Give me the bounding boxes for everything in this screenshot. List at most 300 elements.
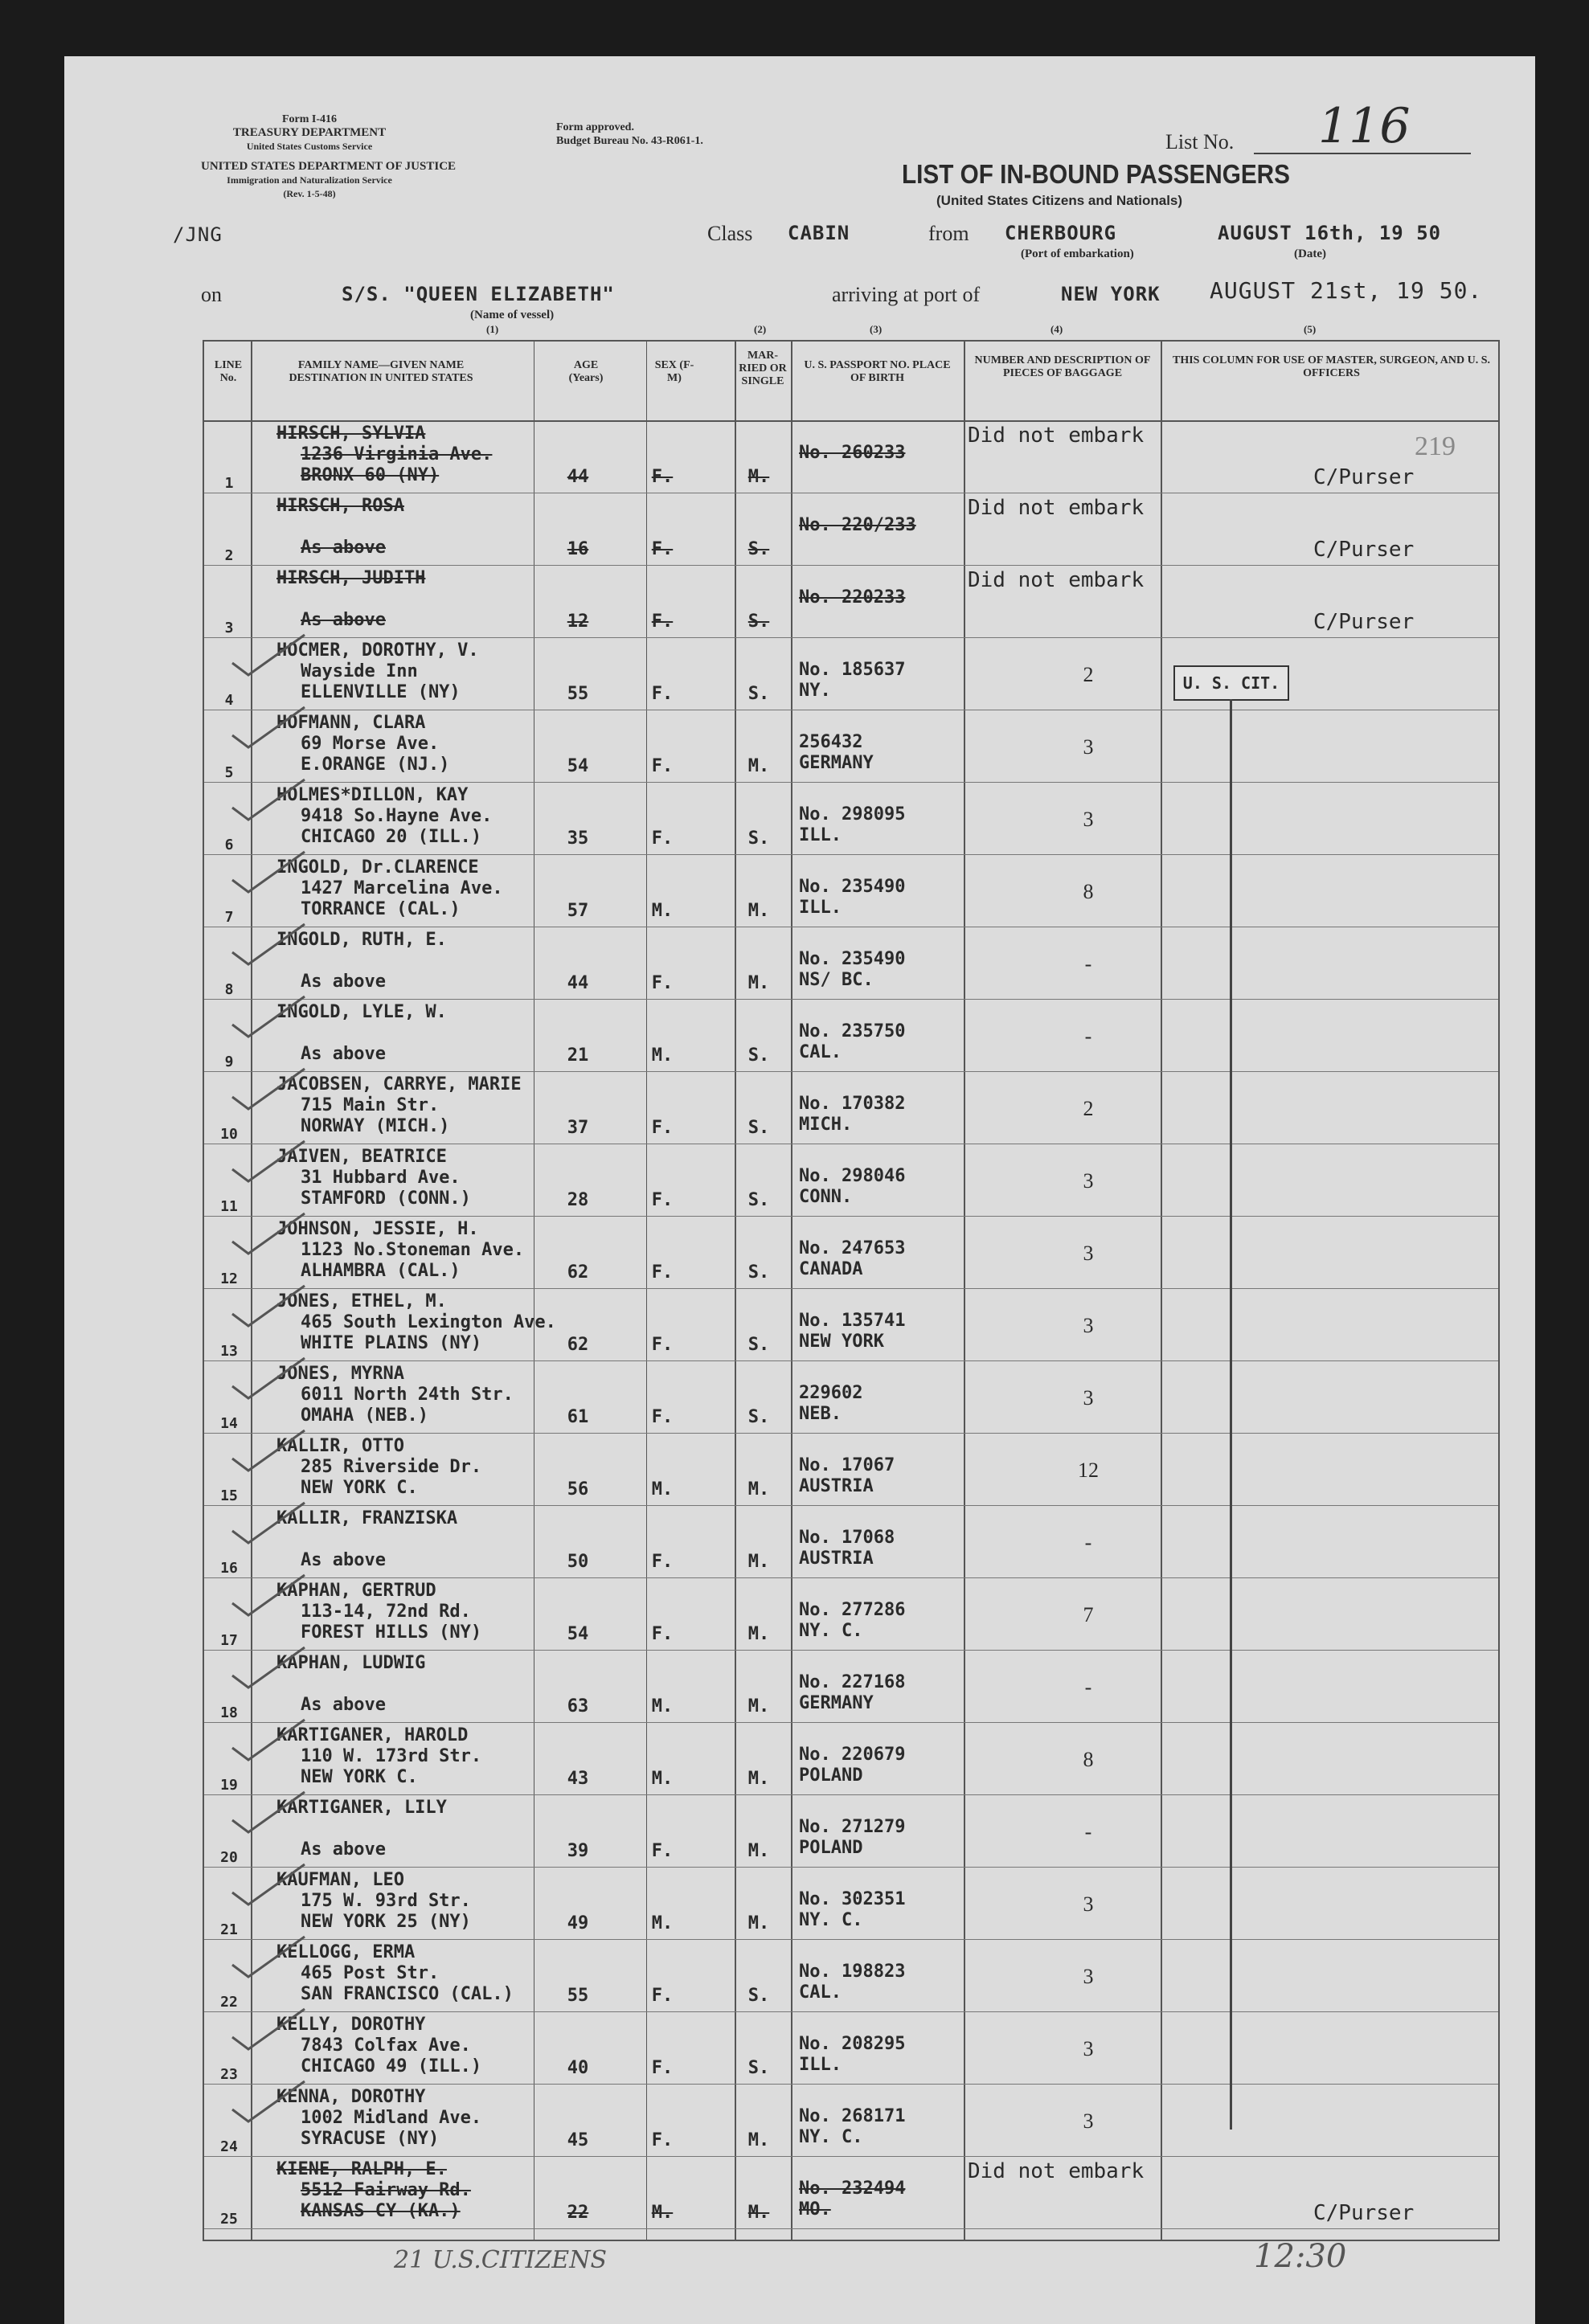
passenger-name: KARTIGANER, LILY — [276, 1798, 447, 1818]
row-rule — [204, 2228, 1498, 2229]
passport-and-birthplace — [799, 1383, 862, 1425]
city: SAN FRANCISCO (CAL.) — [301, 1984, 514, 2004]
row-rule — [204, 1577, 1498, 1578]
table-row — [204, 1145, 1498, 1217]
check-mark-icon — [228, 1499, 309, 1547]
passenger-name: HOFMANN, CLARA — [276, 713, 426, 733]
passport-and-birthplace — [799, 1745, 905, 1786]
passenger-name: INGOLD, LYLE, W. — [276, 1002, 447, 1022]
place-of-birth: NY. C. — [799, 2127, 863, 2147]
row-rule — [204, 854, 1498, 855]
row-rule — [204, 1288, 1498, 1289]
form-header-left — [201, 113, 457, 201]
passenger-name: JACOBSEN, CARRYE, MARIE — [276, 1074, 522, 1094]
check-mark-icon — [228, 1860, 309, 1909]
table-row — [204, 711, 1498, 784]
footer-time: 12:30 — [1254, 2238, 1347, 2275]
passport-number: No. 235490 — [799, 877, 906, 897]
baggage-count: 2 — [1083, 1097, 1094, 1120]
passport-number: 256432 — [799, 732, 863, 752]
city: SYRACUSE (NY) — [301, 2129, 440, 2149]
row-rule — [204, 1867, 1498, 1868]
passport-and-birthplace — [799, 515, 916, 536]
check-mark-icon — [228, 1209, 309, 1258]
marital-status: M. — [747, 1769, 770, 1789]
sex: M. — [651, 1769, 674, 1789]
place-of-birth: ILL. — [799, 825, 842, 845]
line-number: 4 — [224, 692, 234, 709]
street-address: 6011 North 24th Str. — [301, 1385, 514, 1405]
passport-number: No. 271279 — [799, 1817, 906, 1837]
check-mark-icon — [228, 1933, 309, 1981]
city: As above — [301, 1839, 386, 1860]
city: As above — [301, 538, 386, 558]
marital-status: M. — [747, 973, 770, 993]
baggage-count: 3 — [1083, 1386, 1094, 1410]
row-rule — [204, 1071, 1498, 1072]
did-not-embark-note: Did not embark — [968, 568, 1145, 592]
baggage-count: 8 — [1083, 1748, 1094, 1771]
marital-status: S. — [747, 1335, 770, 1355]
passenger-name: KELLY, DOROTHY — [276, 2015, 426, 2035]
hdr-line: LINE No. — [214, 359, 243, 384]
passenger-name-destination — [276, 1074, 522, 1137]
table-row — [204, 1362, 1498, 1434]
age: 56 — [567, 1479, 589, 1500]
street-address: 465 Post Str. — [301, 1963, 440, 1983]
did-not-embark-note: Did not embark — [968, 496, 1145, 520]
city: OMAHA (NEB.) — [301, 1405, 428, 1426]
col-num-3: (3) — [870, 323, 883, 335]
table-row — [204, 1724, 1498, 1796]
table-row — [204, 1290, 1498, 1362]
passenger-name: JONES, MYRNA — [276, 1364, 404, 1384]
baggage-count: - — [1084, 1025, 1092, 1048]
line-number: 9 — [224, 1054, 234, 1070]
age: 45 — [567, 2130, 589, 2150]
passport-number: No. 232494 — [799, 2179, 906, 2199]
sex: M. — [651, 1479, 674, 1500]
page-stamp-219: 219 — [1415, 432, 1456, 461]
check-mark-icon — [228, 1354, 309, 1402]
age: 16 — [567, 539, 589, 559]
sex: M. — [651, 1913, 674, 1933]
customs-service: United States Customs Service — [246, 141, 373, 152]
col-num-2: (2) — [754, 323, 767, 335]
form-approved-block — [556, 121, 703, 148]
marital-status: M. — [747, 467, 770, 487]
row-rule — [204, 1433, 1498, 1434]
passport-and-birthplace — [799, 1021, 905, 1063]
budget-bureau: Budget Bureau No. 43-R061-1. — [556, 135, 703, 147]
place-of-birth: POLAND — [799, 1838, 863, 1858]
baggage-count: 3 — [1083, 1314, 1094, 1337]
street-address: Wayside Inn — [301, 661, 418, 681]
age: 50 — [567, 1552, 589, 1572]
passenger-name: KALLIR, FRANZISKA — [276, 1508, 458, 1528]
sex: F. — [651, 1986, 674, 2006]
departure-date: AUGUST 16th, 19 50 — [1218, 222, 1442, 244]
line-number: 19 — [220, 1777, 238, 1794]
row-rule — [204, 2084, 1498, 2085]
place-of-birth: CAL. — [799, 1982, 842, 2003]
passenger-name: KAPHAN, GERTRUD — [276, 1581, 436, 1601]
row-rule — [204, 2156, 1498, 2157]
place-of-birth: NS/ BC. — [799, 970, 874, 990]
row-rule — [204, 1722, 1498, 1723]
passport-number: No. 298095 — [799, 804, 906, 824]
col-num-5: (5) — [1304, 323, 1317, 335]
passport-number: No. 208295 — [799, 2034, 906, 2054]
city: As above — [301, 1695, 386, 1715]
line-number: 23 — [220, 2066, 238, 2083]
passport-number: No. 235490 — [799, 949, 906, 969]
passport-number: No. 220/233 — [799, 515, 916, 535]
marital-status: M. — [747, 901, 770, 921]
check-mark-icon — [228, 1571, 309, 1619]
passenger-name: JOHNSON, JESSIE, H. — [276, 1219, 479, 1239]
table-row — [204, 494, 1498, 567]
street-address: 715 Main Str. — [301, 1095, 440, 1115]
passport-and-birthplace — [799, 2034, 905, 2076]
baggage-count: 3 — [1083, 2109, 1094, 2133]
passport-number: No. 268171 — [799, 2106, 906, 2126]
purser-signature: C/Purser — [1313, 610, 1415, 634]
passenger-name: KELLOGG, ERMA — [276, 1942, 416, 1962]
baggage-count: - — [1084, 1820, 1092, 1843]
marital-status: M. — [747, 1913, 770, 1933]
sex: M. — [651, 1696, 674, 1716]
passenger-name: HOLMES*DILLON, KAY — [276, 785, 469, 805]
hdr-passport: U. S. PASSPORT NO. PLACE OF BIRTH — [804, 359, 951, 384]
sex: F. — [651, 1841, 674, 1861]
city: TORRANCE (CAL.) — [301, 899, 461, 919]
street-address: 1236 Virginia Ave. — [301, 444, 493, 464]
row-rule — [204, 565, 1498, 566]
sex: F. — [651, 1335, 674, 1355]
line-number: 1 — [224, 475, 234, 492]
place-of-birth: NY. — [799, 681, 831, 701]
street-address: 110 W. 173rd Str. — [301, 1746, 482, 1766]
place-of-birth: CANADA — [799, 1259, 863, 1279]
row-rule — [204, 1360, 1498, 1361]
baggage-count: 8 — [1083, 880, 1094, 903]
age: 12 — [567, 612, 589, 632]
class-value: CABIN — [788, 222, 850, 244]
table-row — [204, 928, 1498, 1000]
baggage-count: 3 — [1083, 735, 1094, 759]
check-mark-icon — [228, 2005, 309, 2053]
sex: F. — [651, 539, 674, 559]
age: 22 — [567, 2203, 589, 2223]
passenger-name: INGOLD, RUTH, E. — [276, 930, 447, 950]
age: 35 — [567, 829, 589, 849]
check-mark-icon — [228, 631, 309, 679]
line-number: 24 — [220, 2138, 238, 2155]
sex: F. — [651, 973, 674, 993]
passenger-table — [203, 340, 1500, 2241]
row-rule — [204, 1505, 1498, 1506]
line-number: 25 — [220, 2211, 238, 2228]
place-of-birth: ILL. — [799, 2055, 842, 2075]
form-approved: Form approved. — [556, 121, 634, 133]
sex: F. — [651, 756, 674, 776]
passenger-name-destination — [276, 423, 492, 486]
age: 55 — [567, 1986, 589, 2006]
age: 44 — [567, 467, 589, 487]
passport-number: No. 235750 — [799, 1021, 906, 1041]
street-address: 69 Morse Ave. — [301, 734, 440, 754]
row-rule — [204, 637, 1498, 638]
marital-status: M. — [747, 756, 770, 776]
check-mark-icon — [228, 1065, 309, 1113]
line-number: 13 — [220, 1343, 238, 1360]
check-mark-icon — [228, 992, 309, 1041]
passenger-name: HOCMER, DOROTHY, V. — [276, 640, 479, 661]
place-of-birth: AUSTRIA — [799, 1549, 874, 1569]
street-address: 465 South Lexington Ave. — [301, 1312, 556, 1332]
date-caption: (Date) — [1294, 248, 1326, 260]
place-of-birth: ILL. — [799, 898, 842, 918]
city: FOREST HILLS (NY) — [301, 1622, 482, 1643]
passport-and-birthplace — [799, 949, 905, 991]
street-address — [276, 517, 404, 538]
table-row — [204, 567, 1498, 639]
passport-number: No. 302351 — [799, 1889, 906, 1909]
passport-and-birthplace — [799, 2179, 905, 2220]
check-mark-icon — [228, 1426, 309, 1475]
row-rule — [204, 999, 1498, 1000]
passport-and-birthplace — [799, 2106, 905, 2148]
line-number: 12 — [220, 1270, 238, 1287]
hdr-sex: SEX (F-M) — [654, 359, 694, 384]
sex: F. — [651, 467, 674, 487]
table-row — [204, 1868, 1498, 1941]
line-number: 22 — [220, 1994, 238, 2011]
place-of-birth: NY. C. — [799, 1910, 863, 1930]
table-row — [204, 1651, 1498, 1724]
purser-signature: C/Purser — [1313, 2201, 1415, 2225]
passenger-name: HIRSCH, JUDITH — [276, 568, 426, 588]
passenger-name: HIRSCH, ROSA — [276, 496, 404, 516]
marital-status: S. — [747, 1190, 770, 1210]
baggage-count: - — [1084, 1531, 1092, 1554]
sex: F. — [651, 1407, 674, 1427]
place-of-birth: MO. — [799, 2199, 831, 2220]
us-citizen-bracket-line — [1230, 699, 1232, 2130]
passenger-name-destination — [276, 496, 404, 558]
on-label: on — [201, 283, 222, 306]
street-address: 1002 Midland Ave. — [301, 2108, 482, 2128]
table-row — [204, 784, 1498, 856]
passenger-name: INGOLD, Dr.CLARENCE — [276, 857, 479, 878]
city: ALHAMBRA (CAL.) — [301, 1261, 461, 1281]
vessel-caption: (Name of vessel) — [470, 309, 555, 321]
passport-and-birthplace — [799, 1672, 905, 1714]
ins: Immigration and Naturalization Service — [227, 174, 392, 186]
sex: F. — [651, 829, 674, 849]
marital-status: M. — [747, 1841, 770, 1861]
col-num-4: (4) — [1050, 323, 1063, 335]
age: 63 — [567, 1696, 589, 1716]
form-number: Form I-416 — [281, 113, 338, 125]
passport-and-birthplace — [799, 1455, 895, 1497]
place-of-birth: NEB. — [799, 1404, 842, 1424]
check-mark-icon — [228, 1788, 309, 1836]
street-address: 285 Riverside Dr. — [301, 1457, 482, 1477]
age: 37 — [567, 1118, 589, 1138]
passport-number: No. 220679 — [799, 1745, 906, 1765]
place-of-birth: GERMANY — [799, 1693, 874, 1713]
passport-and-birthplace — [799, 877, 905, 919]
line-number: 3 — [224, 620, 234, 636]
age: 28 — [567, 1190, 589, 1210]
passenger-name-destination — [276, 568, 425, 631]
city: WHITE PLAINS (NY) — [301, 1333, 482, 1353]
sex: F. — [651, 1118, 674, 1138]
purser-signature: C/Purser — [1313, 465, 1415, 489]
check-mark-icon — [228, 703, 309, 751]
marital-status: S. — [747, 2058, 770, 2078]
passenger-name-destination — [276, 1219, 524, 1282]
passport-number: No. 220233 — [799, 587, 906, 608]
table-row — [204, 2158, 1498, 2230]
passenger-name: JONES, ETHEL, M. — [276, 1291, 447, 1311]
passport-and-birthplace — [799, 660, 905, 702]
passenger-name: HIRSCH, SYLVIA — [276, 423, 426, 444]
place-of-birth: POLAND — [799, 1766, 863, 1786]
check-mark-icon — [228, 920, 309, 968]
place-of-birth: GERMANY — [799, 753, 874, 773]
check-mark-icon — [228, 1137, 309, 1185]
sex: F. — [651, 1190, 674, 1210]
table-row — [204, 422, 1498, 494]
list-no-underline — [1254, 153, 1471, 154]
col-num-1: (1) — [486, 323, 499, 335]
place-of-birth: NY. C. — [799, 1621, 863, 1641]
passenger-name-destination — [276, 1364, 514, 1426]
sex: F. — [651, 1262, 674, 1283]
marital-status: M. — [747, 1552, 770, 1572]
marital-status: M. — [747, 1479, 770, 1500]
check-mark-icon — [228, 1716, 309, 1764]
row-rule — [204, 1216, 1498, 1217]
passport-number: 229602 — [799, 1383, 863, 1403]
clerk-initials: /JNG — [173, 223, 223, 246]
sex: F. — [651, 2130, 674, 2150]
from-label: from — [928, 222, 969, 245]
age: 49 — [567, 1913, 589, 1933]
vessel-name: S/S. "QUEEN ELIZABETH" — [342, 283, 615, 305]
sex: M. — [651, 901, 674, 921]
line-number: 20 — [220, 1849, 238, 1866]
marital-status: S. — [747, 1407, 770, 1427]
street-address: 9418 So.Hayne Ave. — [301, 806, 493, 826]
street-address: 1427 Marcelina Ave. — [301, 878, 503, 898]
passport-number: No. 298046 — [799, 1166, 906, 1186]
sex: F. — [651, 2058, 674, 2078]
city: NEW YORK C. — [301, 1767, 418, 1787]
age: 21 — [567, 1045, 589, 1066]
arriving-label: arriving at port of — [832, 283, 981, 306]
row-rule — [204, 1939, 1498, 1940]
line-number: 17 — [220, 1632, 238, 1649]
table-row — [204, 1000, 1498, 1073]
passport-number: No. 227168 — [799, 1672, 906, 1692]
passenger-name: JAIVEN, BEATRICE — [276, 1147, 447, 1167]
embarkation-port: CHERBOURG — [1005, 222, 1117, 244]
passport-and-birthplace — [799, 1817, 905, 1859]
passenger-name: KAPHAN, LUDWIG — [276, 1653, 426, 1673]
revision: (Rev. 1-5-48) — [283, 188, 336, 199]
city: NORWAY (MICH.) — [301, 1116, 450, 1136]
sex: M. — [651, 1045, 674, 1066]
line-number: 16 — [220, 1560, 238, 1577]
baggage-count: 12 — [1078, 1459, 1099, 1482]
check-mark-icon — [228, 775, 309, 824]
arrival-date: AUGUST 21st, 19 50. — [1210, 277, 1483, 304]
line-number: 6 — [224, 837, 234, 853]
line-number: 2 — [224, 547, 234, 564]
page-title: LIST OF IN-BOUND PASSENGERS — [902, 159, 1290, 189]
passport-and-birthplace — [799, 1238, 905, 1280]
city: As above — [301, 610, 386, 630]
age: 57 — [567, 901, 589, 921]
marital-status: M. — [747, 2203, 770, 2223]
passenger-name: KENNA, DOROTHY — [276, 2087, 426, 2107]
sex: F. — [651, 1624, 674, 1644]
hdr-officers: THIS COLUMN FOR USE OF MASTER, SURGEON, AND U. S. OFFICERS — [1172, 354, 1491, 379]
did-not-embark-note: Did not embark — [968, 2159, 1145, 2183]
class-label: Class — [707, 222, 753, 245]
city: ELLENVILLE (NY) — [301, 682, 461, 702]
check-mark-icon — [228, 2077, 309, 2126]
street-address: 1123 No.Stoneman Ave. — [301, 1240, 525, 1260]
baggage-count: 7 — [1083, 1603, 1094, 1626]
table-row — [204, 1434, 1498, 1507]
baggage-count: 2 — [1083, 663, 1094, 686]
age: 39 — [567, 1841, 589, 1861]
passenger-name-destination — [276, 857, 503, 920]
check-mark-icon — [228, 1282, 309, 1330]
baggage-count: 3 — [1083, 1965, 1094, 1988]
row-rule — [204, 782, 1498, 783]
treasury-dept: TREASURY DEPARTMENT — [232, 126, 387, 139]
baggage-count: 3 — [1083, 1892, 1094, 1916]
did-not-embark-note: Did not embark — [968, 423, 1145, 448]
row-rule — [204, 1794, 1498, 1795]
row-rule — [204, 2011, 1498, 2012]
passport-number: No. 277286 — [799, 1600, 906, 1620]
line-number: 5 — [224, 764, 234, 781]
hdr-name: FAMILY NAME—GIVEN NAME DESTINATION IN UNITED STATES — [289, 359, 473, 384]
baggage-count: - — [1084, 1675, 1092, 1699]
passport-number: No. 135741 — [799, 1311, 906, 1331]
passenger-name-destination — [276, 2159, 471, 2222]
check-mark-icon — [228, 1643, 309, 1692]
city: As above — [301, 1550, 386, 1570]
sex: F. — [651, 684, 674, 704]
passport-and-birthplace — [799, 587, 905, 608]
city: KANSAS CY (KA.) — [301, 2201, 461, 2221]
age: 40 — [567, 2058, 589, 2078]
table-row — [204, 639, 1498, 711]
place-of-birth: CAL. — [799, 1042, 842, 1062]
age: 44 — [567, 973, 589, 993]
table-row — [204, 2085, 1498, 2158]
passport-number: No. 247653 — [799, 1238, 906, 1258]
page-subtitle: (United States Citizens and Nationals) — [936, 193, 1183, 208]
